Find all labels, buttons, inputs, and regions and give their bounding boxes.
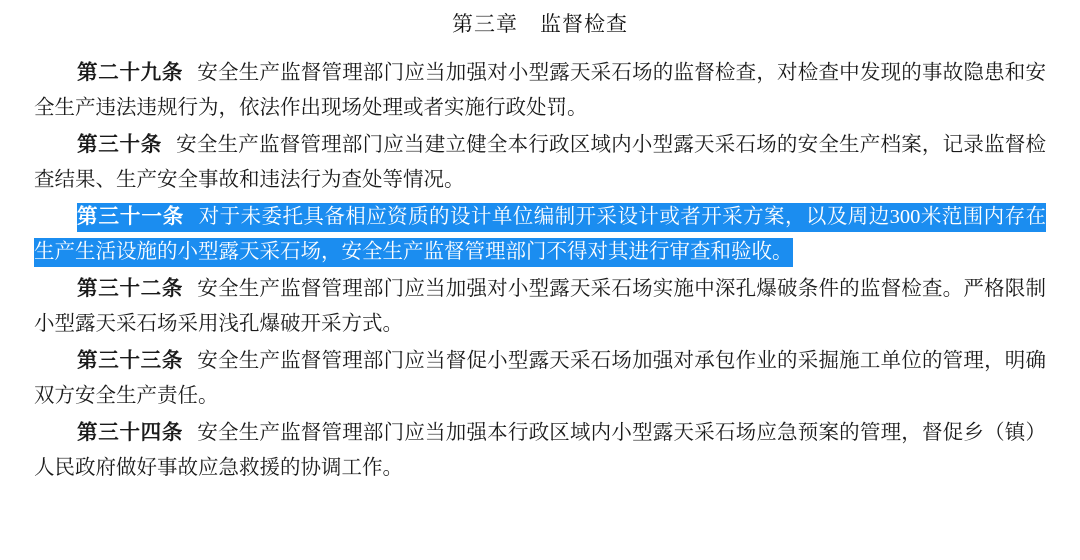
chapter-title (0, 0, 1080, 56)
document-body (0, 56, 1080, 486)
chapter-name: 监督检查 (540, 12, 628, 36)
article-label: 第三十四条 (77, 422, 184, 444)
article-text: 安全生产监督管理部门应当建立健全本行政区域内小型露天采石场的安全生产档案，记录监督检查结果、生产安全事故和违法行为查处等情况。 (34, 134, 1047, 191)
article-text: 安全生产监督管理部门应当加强对小型露天采石场的监督检查，对检查中发现的事故隐患和安全生产违法违规行为，依法作出现场处理或者实施行政处罚。 (34, 62, 1047, 119)
article-paragraph (34, 128, 1046, 198)
article-text: 安全生产监督管理部门应当加强对小型露天采石场实施中深孔爆破条件的监督检查。严格限制小型露天采石场采用浅孔爆破开采方式。 (34, 278, 1047, 335)
article-paragraph (34, 416, 1046, 486)
article-label: 第三十一条 (77, 206, 185, 228)
article-text: 对于未委托具备相应资质的设计单位编制开采设计或者开采方案，以及周边300米范围内存在生产生活设施的小型露天采石场，安全生产监督管理部门不得对其进行审查和验收。 (34, 206, 1047, 263)
article-paragraph (34, 344, 1046, 414)
article-label: 第三十二条 (77, 278, 184, 300)
article-text: 安全生产监督管理部门应当加强本行政区域内小型露天采石场应急预案的管理，督促乡（镇）人民政府做好事故应急救援的协调工作。 (34, 422, 1047, 479)
article-label: 第二十九条 (77, 62, 184, 84)
highlight-span (34, 203, 1046, 267)
article-text: 安全生产监督管理部门应当督促小型露天采石场加强对承包作业的采掘施工单位的管理，明确双方安全生产责任。 (34, 350, 1047, 407)
article-paragraph (34, 56, 1046, 126)
article-paragraph (34, 272, 1046, 342)
article-label: 第三十三条 (77, 350, 184, 372)
article-label: 第三十条 (77, 134, 162, 156)
article-paragraph-highlighted (34, 200, 1046, 270)
chapter-number: 第三章 (452, 12, 518, 36)
